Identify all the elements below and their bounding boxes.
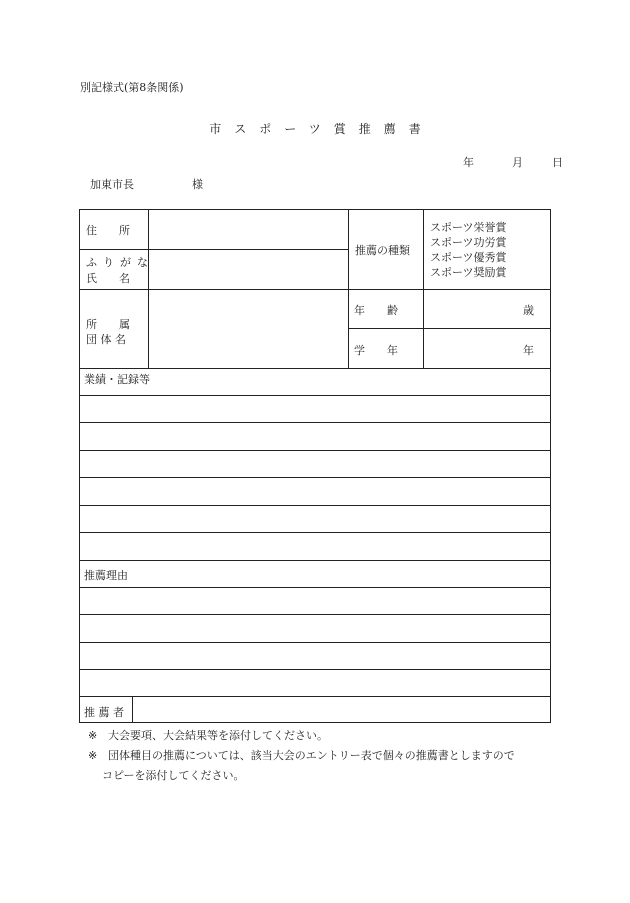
note-continuation: コピーを添付してください。: [102, 769, 245, 782]
address-label: 住 所: [86, 224, 130, 237]
date-line: [463, 154, 563, 170]
divider: [80, 642, 550, 643]
divider: [80, 560, 550, 561]
award-type-option: スポーツ功労賞: [430, 236, 507, 249]
grade-unit: 年: [523, 344, 534, 357]
furigana-label: ふりがな: [86, 256, 154, 269]
notes: [88, 726, 515, 786]
date-year: 年: [463, 156, 474, 169]
form-reference: 別記様式(第8条関係): [80, 81, 184, 94]
award-type-option: スポーツ優秀賞: [430, 251, 507, 264]
date-month: 月: [512, 156, 523, 169]
divider: [80, 395, 550, 396]
divider: [80, 450, 550, 451]
divider: [80, 477, 550, 478]
addressee-honorific: 様: [192, 178, 203, 191]
note-item: [88, 746, 515, 766]
note-item: [88, 726, 515, 746]
affiliation-label: 所 属: [86, 318, 130, 331]
achievements-label: 業績・記録等: [84, 373, 150, 386]
recommender-label: 推 薦 者: [84, 706, 124, 719]
award-type-option: スポーツ栄誉賞: [430, 221, 507, 234]
age-unit: 歳: [523, 304, 534, 317]
divider: [80, 532, 550, 533]
divider: [80, 696, 550, 697]
grade-label: 学 年: [354, 344, 398, 357]
note-text: 大会要項、大会結果等を添付してください。: [108, 729, 328, 742]
addressee-name: 加東市長: [90, 178, 134, 191]
divider: [348, 289, 550, 290]
award-type-option: スポーツ奨励賞: [430, 266, 507, 279]
divider: [80, 289, 348, 290]
divider: [80, 587, 550, 588]
divider: [80, 614, 550, 615]
team-name-label: 団 体 名: [86, 333, 126, 346]
date-day: 日: [552, 156, 563, 169]
divider: [80, 249, 348, 250]
note-mark: ※: [88, 729, 98, 742]
award-type-list: [430, 220, 507, 280]
note-text: 団体種目の推薦については、該当大会のエントリー表で個々の推薦書としますので: [108, 749, 515, 762]
document-title: 市スポーツ賞推薦書: [209, 122, 434, 136]
divider: [348, 328, 550, 329]
reason-label: 推薦理由: [84, 569, 128, 582]
age-label: 年 齢: [354, 304, 398, 317]
award-type-label: 推薦の種類: [355, 244, 410, 257]
divider: [80, 368, 550, 369]
divider: [80, 422, 550, 423]
name-label: 氏 名: [86, 272, 130, 285]
addressee: [90, 176, 203, 192]
recommendation-form-table: [79, 209, 551, 723]
note-mark: ※: [88, 749, 98, 762]
divider: [80, 669, 550, 670]
divider: [80, 505, 550, 506]
divider: [132, 696, 133, 722]
